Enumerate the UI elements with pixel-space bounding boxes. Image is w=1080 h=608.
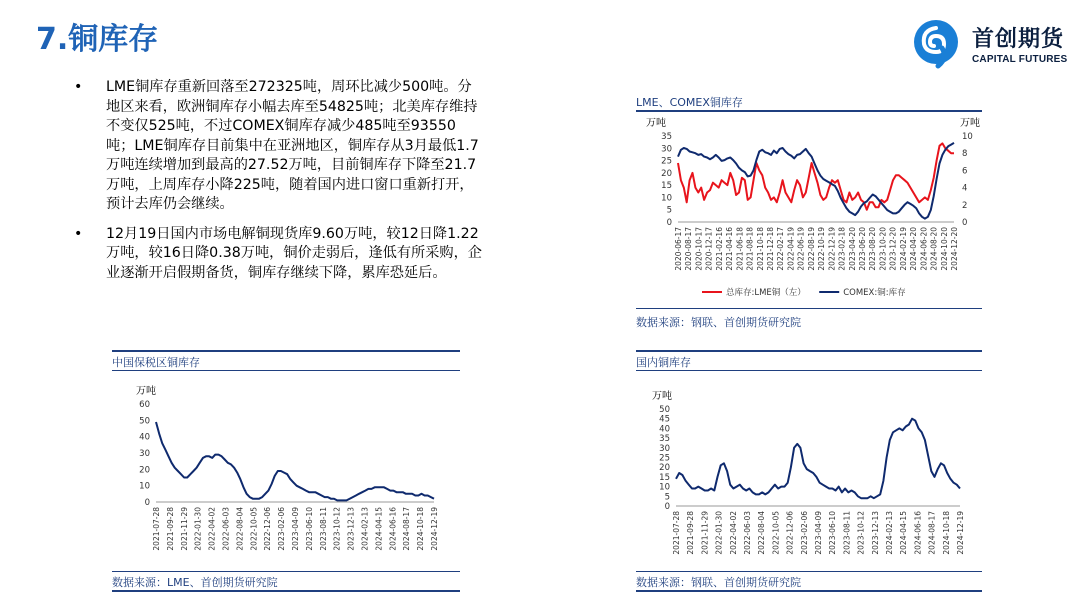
- y-tick-label: 60: [139, 400, 150, 410]
- legend-label: 总库存:LME铜（左）: [726, 288, 806, 298]
- chart-title: 中国保税区铜库存: [112, 356, 200, 369]
- y2-tick-label: 2: [962, 200, 968, 211]
- x-tick-label: 2021-06-18: [735, 227, 745, 271]
- x-tick-label: 2022-06-03: [743, 511, 752, 555]
- y-tick-label: 0: [144, 498, 150, 508]
- source-rule: [112, 571, 460, 572]
- y2-tick-label: 6: [962, 166, 968, 177]
- lme-comex-chart-panel: [636, 92, 982, 330]
- source-rule: [636, 308, 982, 309]
- x-tick-label: 2020-06-17: [674, 227, 683, 271]
- x-tick-label: 2023-10-12: [856, 511, 866, 555]
- x-tick-label: 2024-06-20: [919, 227, 929, 271]
- y-tick-label: 20: [139, 465, 150, 476]
- y-tick-label: 5: [664, 492, 670, 503]
- x-tick-label: 2022-10-19: [817, 227, 827, 271]
- x-tick-label: 2021-11-29: [179, 507, 189, 551]
- bottom-rule: [636, 590, 982, 592]
- y-tick-label: 10: [661, 193, 672, 204]
- x-tick-label: 2021-10-18: [755, 227, 765, 271]
- y2-tick-label: 10: [962, 132, 973, 142]
- x-tick-label: 2020-10-17: [694, 227, 704, 271]
- x-tick-label: 2024-10-18: [941, 511, 951, 555]
- x-tick-label: 2022-08-19: [806, 227, 816, 271]
- x-tick-label: 2021-09-28: [165, 507, 175, 551]
- title-rule: [112, 350, 460, 352]
- x-tick-label: 2022-10-05: [771, 511, 781, 555]
- x-tick-label: 2024-12-19: [956, 511, 965, 555]
- x-tick-label: 2021-07-28: [672, 511, 681, 555]
- x-tick-label: 2024-08-17: [402, 507, 412, 551]
- y-tick-label: 0: [666, 218, 672, 228]
- x-tick-label: 2024-10-20: [939, 227, 949, 271]
- bullet-item: [74, 78, 484, 215]
- x-tick-label: 2021-02-16: [714, 227, 724, 271]
- y-tick-label: 20: [659, 463, 670, 474]
- x-tick-label: 2023-08-20: [868, 227, 878, 271]
- y-axis-unit: 万吨: [646, 118, 666, 129]
- x-tick-label: 2024-02-13: [885, 511, 894, 555]
- x-tick-label: 2023-04-09: [291, 507, 300, 551]
- y-tick-label: 40: [139, 432, 150, 443]
- x-tick-label: 2024-06-16: [388, 507, 398, 551]
- x-tick-label: 2022-01-30: [193, 507, 203, 551]
- x-tick-label: 2024-02-19: [898, 227, 908, 271]
- y-tick-label: 40: [659, 424, 670, 435]
- logo-subtitle: CAPITAL FUTURES: [972, 54, 1068, 65]
- legend-label: COMEX:铜:库存: [843, 288, 906, 298]
- x-tick-label: 2023-12-13: [346, 507, 356, 551]
- x-tick-label: 2024-12-20: [950, 227, 959, 271]
- x-tick-label: 2023-02-06: [277, 507, 287, 551]
- slide-title: 7.铜库存: [36, 22, 159, 57]
- bullet-text: LME铜库存重新回落至272325吨，周环比减少500吨。分地区来看，欧洲铜库存小幅去库至54825吨；北美库存维持不变仅525吨，不过COMEX铜库存减少485吨至93550吨；LME铜库存目前集中在亚洲地区，铜库存从3月最低1.7万吨连续增加到最高的27.52万吨，目前铜库存下降至21.7万吨，上周库存小降225吨，随着国内进口窗口重新打开，预计去库仍会继续。: [106, 79, 479, 212]
- y-tick-label: 50: [659, 405, 670, 415]
- y-tick-label: 35: [659, 434, 670, 445]
- x-tick-label: 2022-04-02: [728, 511, 738, 555]
- x-tick-label: 2022-08-04: [757, 511, 767, 555]
- y-tick-label: 30: [661, 144, 672, 155]
- bonded-chart-panel: [112, 352, 460, 592]
- x-tick-label: 2023-08-11: [842, 511, 852, 555]
- bullet-mark: •: [74, 79, 83, 95]
- series-line: [156, 422, 434, 500]
- x-tick-label: 2023-10-12: [332, 507, 342, 551]
- x-tick-label: 2024-04-20: [909, 227, 919, 271]
- series-line: [678, 143, 954, 209]
- chart-title: 国内铜库存: [636, 356, 691, 369]
- x-tick-label: 2024-08-20: [929, 227, 939, 271]
- y-axis-unit: 万吨: [652, 391, 672, 402]
- x-tick-label: 2021-07-28: [152, 507, 161, 551]
- x-tick-label: 2024-04-15: [899, 511, 909, 555]
- x-tick-label: 2022-08-04: [235, 507, 245, 551]
- x-tick-label: 2021-12-18: [766, 227, 775, 271]
- y-tick-label: 20: [661, 168, 672, 179]
- x-tick-label: 2023-12-20: [888, 227, 898, 271]
- y-tick-label: 10: [659, 482, 670, 493]
- x-tick-label: 2024-08-17: [927, 511, 937, 555]
- bottom-rule: [112, 590, 460, 592]
- y-tick-label: 50: [139, 416, 150, 427]
- y-tick-label: 45: [659, 414, 670, 425]
- x-tick-label: 2022-04-19: [786, 227, 796, 271]
- x-tick-label: 2020-12-17: [704, 227, 714, 271]
- x-tick-label: 2024-04-15: [374, 507, 384, 551]
- title-rule: [636, 350, 982, 352]
- chart-source: 数据来源：LME、首创期货研究院: [112, 576, 278, 589]
- x-tick-label: 2023-04-20: [847, 227, 857, 271]
- y-tick-label: 15: [659, 472, 670, 483]
- logo-name: 首创期货: [972, 27, 1065, 52]
- source-rule: [636, 571, 982, 572]
- bullet-list: [74, 78, 484, 293]
- x-tick-label: 2022-12-06: [263, 507, 273, 551]
- company-logo: [912, 18, 1072, 72]
- x-tick-label: 2023-06-10: [304, 507, 314, 551]
- x-tick-label: 2023-08-11: [318, 507, 328, 551]
- chart-source: 数据来源：钢联、首创期货研究院: [636, 576, 801, 589]
- y-tick-label: 15: [661, 181, 672, 192]
- y2-tick-label: 8: [962, 149, 968, 160]
- y2-tick-label: 0: [962, 218, 968, 228]
- y-tick-label: 30: [659, 443, 670, 454]
- y-tick-label: 10: [139, 481, 150, 492]
- domestic-chart: [636, 372, 982, 572]
- bullet-item: [74, 225, 484, 284]
- x-tick-label: 2021-09-28: [686, 511, 696, 555]
- x-tick-label: 2024-12-19: [430, 507, 439, 551]
- x-tick-label: 2022-01-30: [714, 511, 724, 555]
- x-tick-label: 2021-08-18: [745, 227, 755, 271]
- domestic-chart-panel: [636, 352, 982, 592]
- x-tick-label: 2023-02-18: [837, 227, 847, 271]
- y-tick-label: 30: [139, 449, 150, 459]
- x-tick-label: 2023-06-20: [858, 227, 867, 271]
- bullet-text: 12月19日国内市场电解铜现货库9.60万吨，较12日降1.22万吨，较16日降0.38万吨，铜价走弱后，逢低有所采购，企业逐渐开启假期备货，铜库存继续下降，累库恐延后。: [106, 225, 482, 281]
- lme-comex-chart: [636, 112, 982, 312]
- x-tick-label: 2020-08-17: [684, 227, 694, 271]
- x-tick-label: 2023-02-06: [799, 511, 809, 555]
- y-tick-label: 25: [659, 453, 670, 464]
- x-tick-label: 2022-06-19: [796, 227, 806, 271]
- x-tick-label: 2023-12-13: [870, 511, 880, 555]
- chart-source: 数据来源：钢联、首创期货研究院: [636, 316, 801, 329]
- x-tick-label: 2024-02-13: [360, 507, 370, 551]
- x-tick-label: 2022-12-06: [785, 511, 795, 555]
- y-tick-label: 0: [664, 502, 670, 512]
- x-tick-label: 2023-10-20: [878, 227, 888, 271]
- x-tick-label: 2021-11-29: [700, 511, 710, 555]
- logo-mark-icon: [912, 18, 968, 72]
- x-tick-label: 2022-10-05: [249, 507, 259, 551]
- y2-axis-unit: 万吨: [960, 118, 980, 129]
- x-tick-label: 2021-04-16: [725, 227, 735, 271]
- y-tick-label: 25: [661, 156, 672, 167]
- series-line: [676, 419, 960, 499]
- chart-title: LME、COMEX铜库存: [636, 96, 743, 109]
- x-tick-label: 2023-04-09: [814, 511, 823, 555]
- x-tick-label: 2022-02-17: [776, 227, 786, 271]
- title-underline: [636, 370, 982, 371]
- y-tick-label: 35: [661, 132, 672, 142]
- x-tick-label: 2022-12-19: [827, 227, 837, 271]
- title-underline: [112, 370, 460, 371]
- bullet-mark: •: [74, 225, 83, 242]
- x-tick-label: 2023-06-10: [828, 511, 838, 555]
- x-tick-label: 2022-06-03: [221, 507, 231, 551]
- bonded-chart: [112, 372, 460, 572]
- y-axis-unit: 万吨: [136, 386, 156, 397]
- x-tick-label: 2024-06-16: [913, 511, 923, 555]
- y-tick-label: 5: [666, 205, 672, 216]
- y2-tick-label: 4: [962, 183, 968, 194]
- x-tick-label: 2024-10-18: [416, 507, 426, 551]
- x-tick-label: 2022-04-02: [207, 507, 217, 551]
